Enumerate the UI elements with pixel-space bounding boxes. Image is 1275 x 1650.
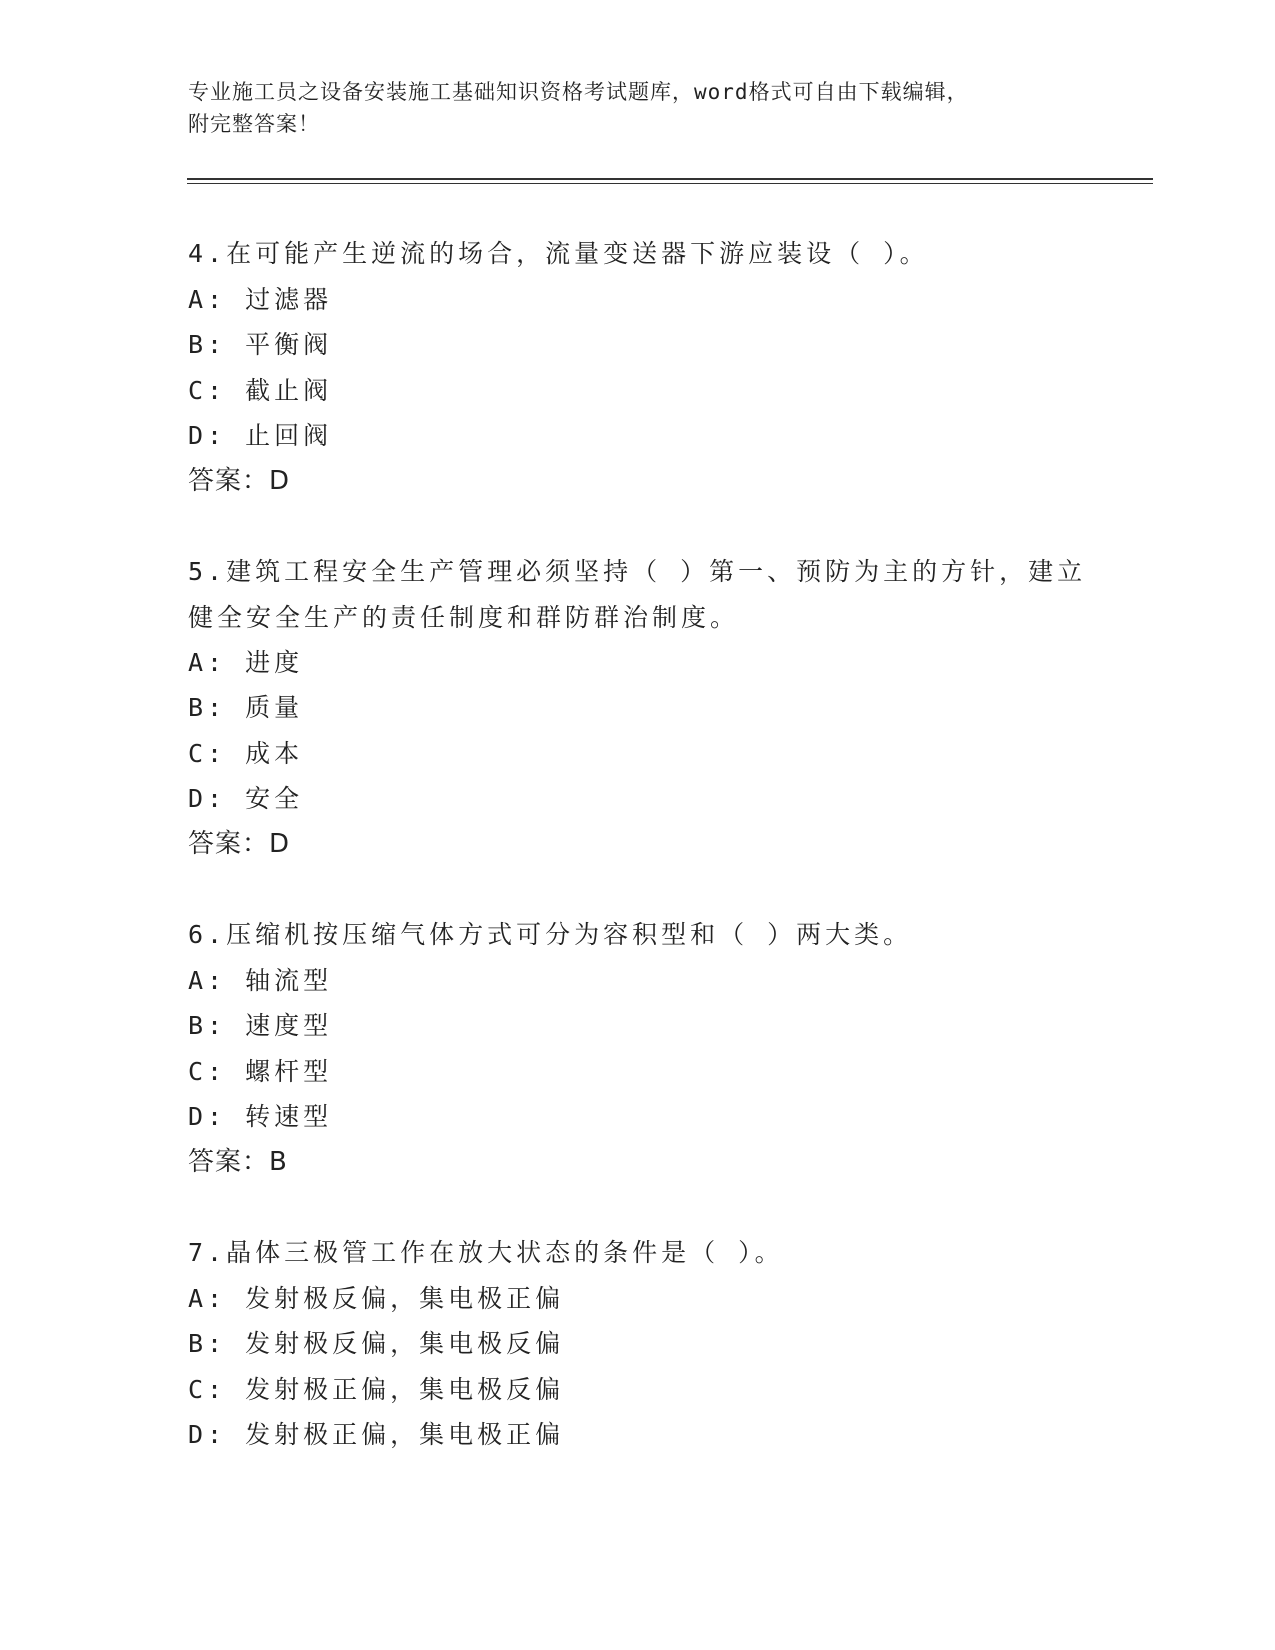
question-4-option-b: B: 平衡阀	[188, 330, 333, 359]
question-7-stem: 7.晶体三极管工作在放大状态的条件是（ ）。	[188, 1238, 784, 1267]
header-line-2: 附完整答案！	[188, 112, 320, 136]
document-header	[188, 76, 1088, 140]
question-5-stem-line-2: 健全安全生产的责任制度和群防群治制度。	[188, 603, 740, 632]
question-6-stem: 6.压缩机按压缩气体方式可分为容积型和（ ）两大类。	[188, 920, 913, 949]
question-5-option-c: C: 成本	[188, 739, 304, 768]
question-4-option-a: A: 过滤器	[188, 285, 333, 314]
question-7-option-a: A: 发射极反偏，集电极正偏	[188, 1284, 565, 1313]
header-divider-thick	[187, 178, 1153, 180]
header-divider-thin	[187, 183, 1153, 184]
question-7-option-b: B: 发射极反偏，集电极反偏	[188, 1329, 565, 1358]
question-4-answer: 答案：D	[188, 466, 291, 496]
question-5-option-a: A: 进度	[188, 648, 304, 677]
question-6-option-b: B: 速度型	[188, 1011, 333, 1040]
header-line-1: 专业施工员之设备安装施工基础知识资格考试题库，word格式可自由下载编辑，	[188, 80, 969, 104]
question-4-option-d: D: 止回阀	[188, 421, 333, 450]
question-4-stem: 4.在可能产生逆流的场合，流量变送器下游应装设（ ）。	[188, 239, 929, 268]
question-5-option-d: D: 安全	[188, 784, 304, 813]
question-5-stem-line-1: 5.建筑工程安全生产管理必须坚持（ ）第一、预防为主的方针，建立	[188, 557, 1087, 586]
question-6-option-d: D: 转速型	[188, 1102, 333, 1131]
question-6-option-c: C: 螺杆型	[188, 1057, 333, 1086]
question-5-answer: 答案：D	[188, 829, 291, 859]
question-5-option-b: B: 质量	[188, 693, 304, 722]
question-7-option-c: C: 发射极正偏，集电极反偏	[188, 1375, 565, 1404]
question-7-option-d: D: 发射极正偏，集电极正偏	[188, 1420, 565, 1449]
question-4-option-c: C: 截止阀	[188, 376, 333, 405]
question-6-answer: 答案：B	[188, 1147, 288, 1177]
question-6-option-a: A: 轴流型	[188, 966, 333, 995]
